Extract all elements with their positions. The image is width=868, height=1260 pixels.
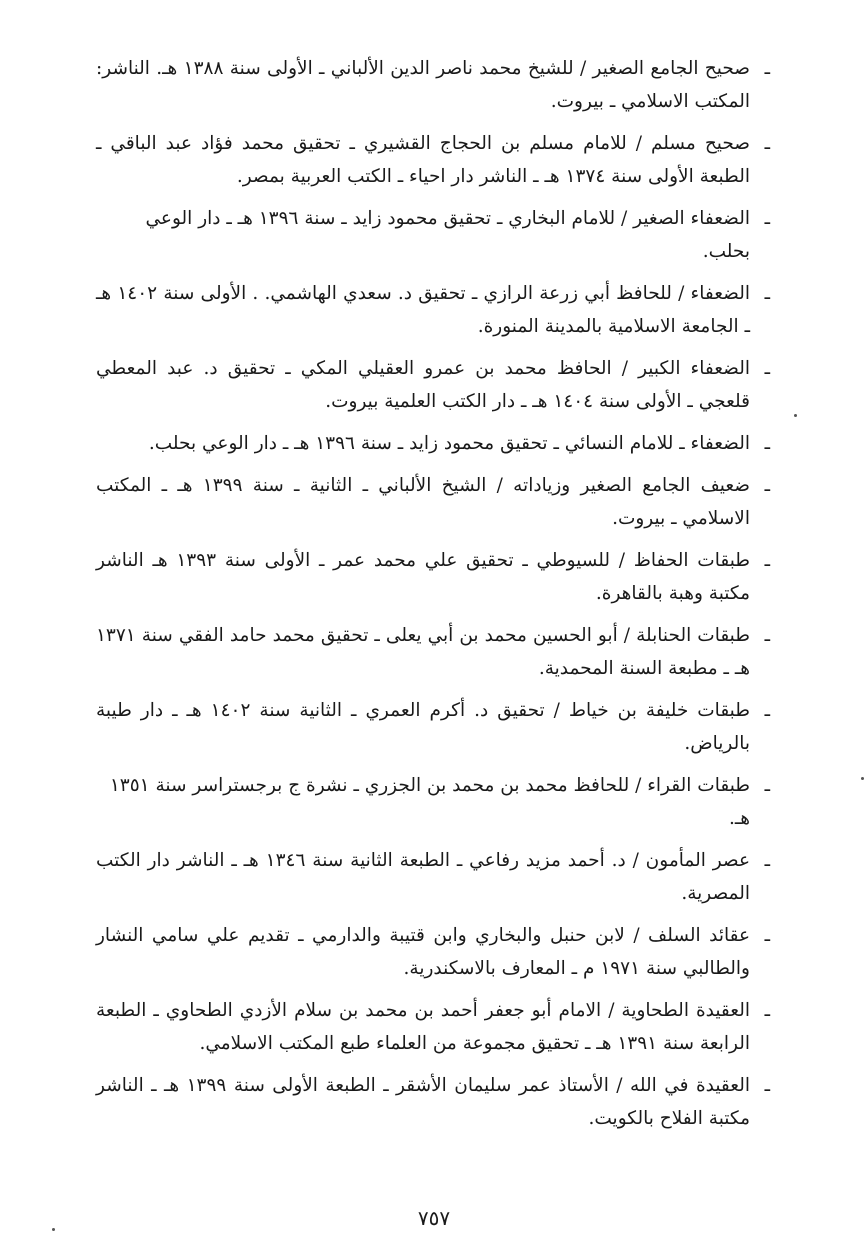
entry-text: طبقات القراء / للحافظ محمد بن محمد بن الجزري ـ نشرة ج برجستراسر سنة ١٣٥١ هـ. [109, 775, 750, 829]
bibliography-entry [96, 1069, 770, 1135]
entry-dash: ـ [764, 358, 770, 379]
entry-dash: ـ [764, 208, 770, 229]
bibliography-entry [96, 844, 770, 910]
entry-dash: ـ [764, 283, 770, 304]
entry-dash: ـ [764, 58, 770, 79]
bibliography-entry [96, 619, 770, 685]
scan-speck-mark [52, 1228, 55, 1231]
bibliography-entry [96, 469, 770, 535]
entry-dash: ـ [764, 1000, 770, 1021]
entry-dash: ـ [764, 550, 770, 571]
page-number: ٧٥٧ [417, 1206, 451, 1230]
entry-text: عصر المأمون / د. أحمد مزيد رفاعي ـ الطبعة الثانية سنة ١٣٤٦ هـ ـ الناشر دار الكتب المصرية. [96, 850, 750, 904]
entry-text: الضعفاء ـ للامام النسائي ـ تحقيق محمود زايد ـ سنة ١٣٩٦ هـ ـ دار الوعي بحلب. [148, 433, 750, 454]
bibliography-entry [96, 352, 770, 418]
entry-text: ضعيف الجامع الصغير وزياداته / الشيخ الألباني ـ الثانية ـ سنة ١٣٩٩ هـ ـ المكتب الاسلامي ـ بيروت. [96, 475, 750, 529]
bibliography-entry [96, 919, 770, 985]
bibliography-entry [96, 52, 770, 118]
entry-text: الضعفاء / للحافظ أبي زرعة الرازي ـ تحقيق د. سعدي الهاشمي. . الأولى سنة ١٤٠٢ هـ ـ الجامعة الاسلامية بالمدينة المنورة. [96, 283, 750, 337]
entry-text: صحيح مسلم / للامام مسلم بن الحجاج القشيري ـ تحقيق محمد فؤاد عبد الباقي ـ الطبعة الأولى سنة ١٣٧٤ هـ ـ الناشر دار احياء ـ الكتب العربية بمصر. [96, 133, 750, 187]
scan-speck-mark [794, 414, 797, 417]
entry-dash: ـ [764, 925, 770, 946]
entry-dash: ـ [764, 625, 770, 646]
entry-dash: ـ [764, 850, 770, 871]
entry-text: طبقات خليفة بن خياط / تحقيق د. أكرم العمري ـ الثانية سنة ١٤٠٢ هـ ـ دار طيبة بالرياض. [96, 700, 750, 754]
entry-text: طبقات الحفاظ / للسيوطي ـ تحقيق علي محمد عمر ـ الأولى سنة ١٣٩٣ هـ الناشر مكتبة وهبة بالقاهرة. [96, 550, 750, 604]
entry-text: العقيدة الطحاوية / الامام أبو جعفر أحمد بن محمد بن سلام الأزدي الطحاوي ـ الطبعة الرابعة سنة ١٣٩١ هـ ـ تحقيق مجموعة من العلماء طبع المكتب الاسلامي. [96, 1000, 750, 1054]
entry-dash: ـ [764, 433, 770, 454]
entry-dash: ـ [764, 1075, 770, 1096]
entry-dash: ـ [764, 475, 770, 496]
entry-text: طبقات الحنابلة / أبو الحسين محمد بن أبي يعلى ـ تحقيق محمد حامد الفقي سنة ١٣٧١ هـ ـ مطبعة السنة المحمدية. [96, 625, 750, 679]
entry-text: الضعفاء الصغير / للامام البخاري ـ تحقيق محمود زايد ـ سنة ١٣٩٦ هـ ـ دار الوعي بحلب. [145, 208, 750, 262]
bibliography-entry [96, 277, 770, 343]
entry-text: الضعفاء الكبير / الحافظ محمد بن عمرو العقيلي المكي ـ تحقيق د. عبد المعطي قلعجي ـ الأولى سنة ١٤٠٤ هـ ـ دار الكتب العلمية بيروت. [96, 358, 750, 412]
entry-text: العقيدة في الله / الأستاذ عمر سليمان الأشقر ـ الطبعة الأولى سنة ١٣٩٩ هـ ـ الناشر مكتبة الفلاح بالكويت. [96, 1075, 750, 1129]
bibliography-entry [96, 202, 770, 268]
bibliography-entry [96, 994, 770, 1060]
entry-dash: ـ [764, 775, 770, 796]
scan-speck-mark [861, 777, 864, 780]
bibliography-entry [96, 127, 770, 193]
entry-text: عقائد السلف / لابن حنبل والبخاري وابن قتيبة والدارمي ـ تقديم علي سامي النشار والطالبي سنة ١٩٧١ م ـ المعارف بالاسكندرية. [96, 925, 750, 979]
bibliography-list [96, 52, 770, 1144]
entry-text: صحيح الجامع الصغير / للشيخ محمد ناصر الدين الألباني ـ الأولى سنة ١٣٨٨ هـ. الناشر: المكتب الاسلامي ـ بيروت. [96, 58, 750, 112]
bibliography-entry [96, 769, 770, 835]
bibliography-entry [96, 694, 770, 760]
entry-dash: ـ [764, 700, 770, 721]
bibliography-entry [96, 427, 770, 460]
entry-dash: ـ [764, 133, 770, 154]
bibliography-entry [96, 544, 770, 610]
